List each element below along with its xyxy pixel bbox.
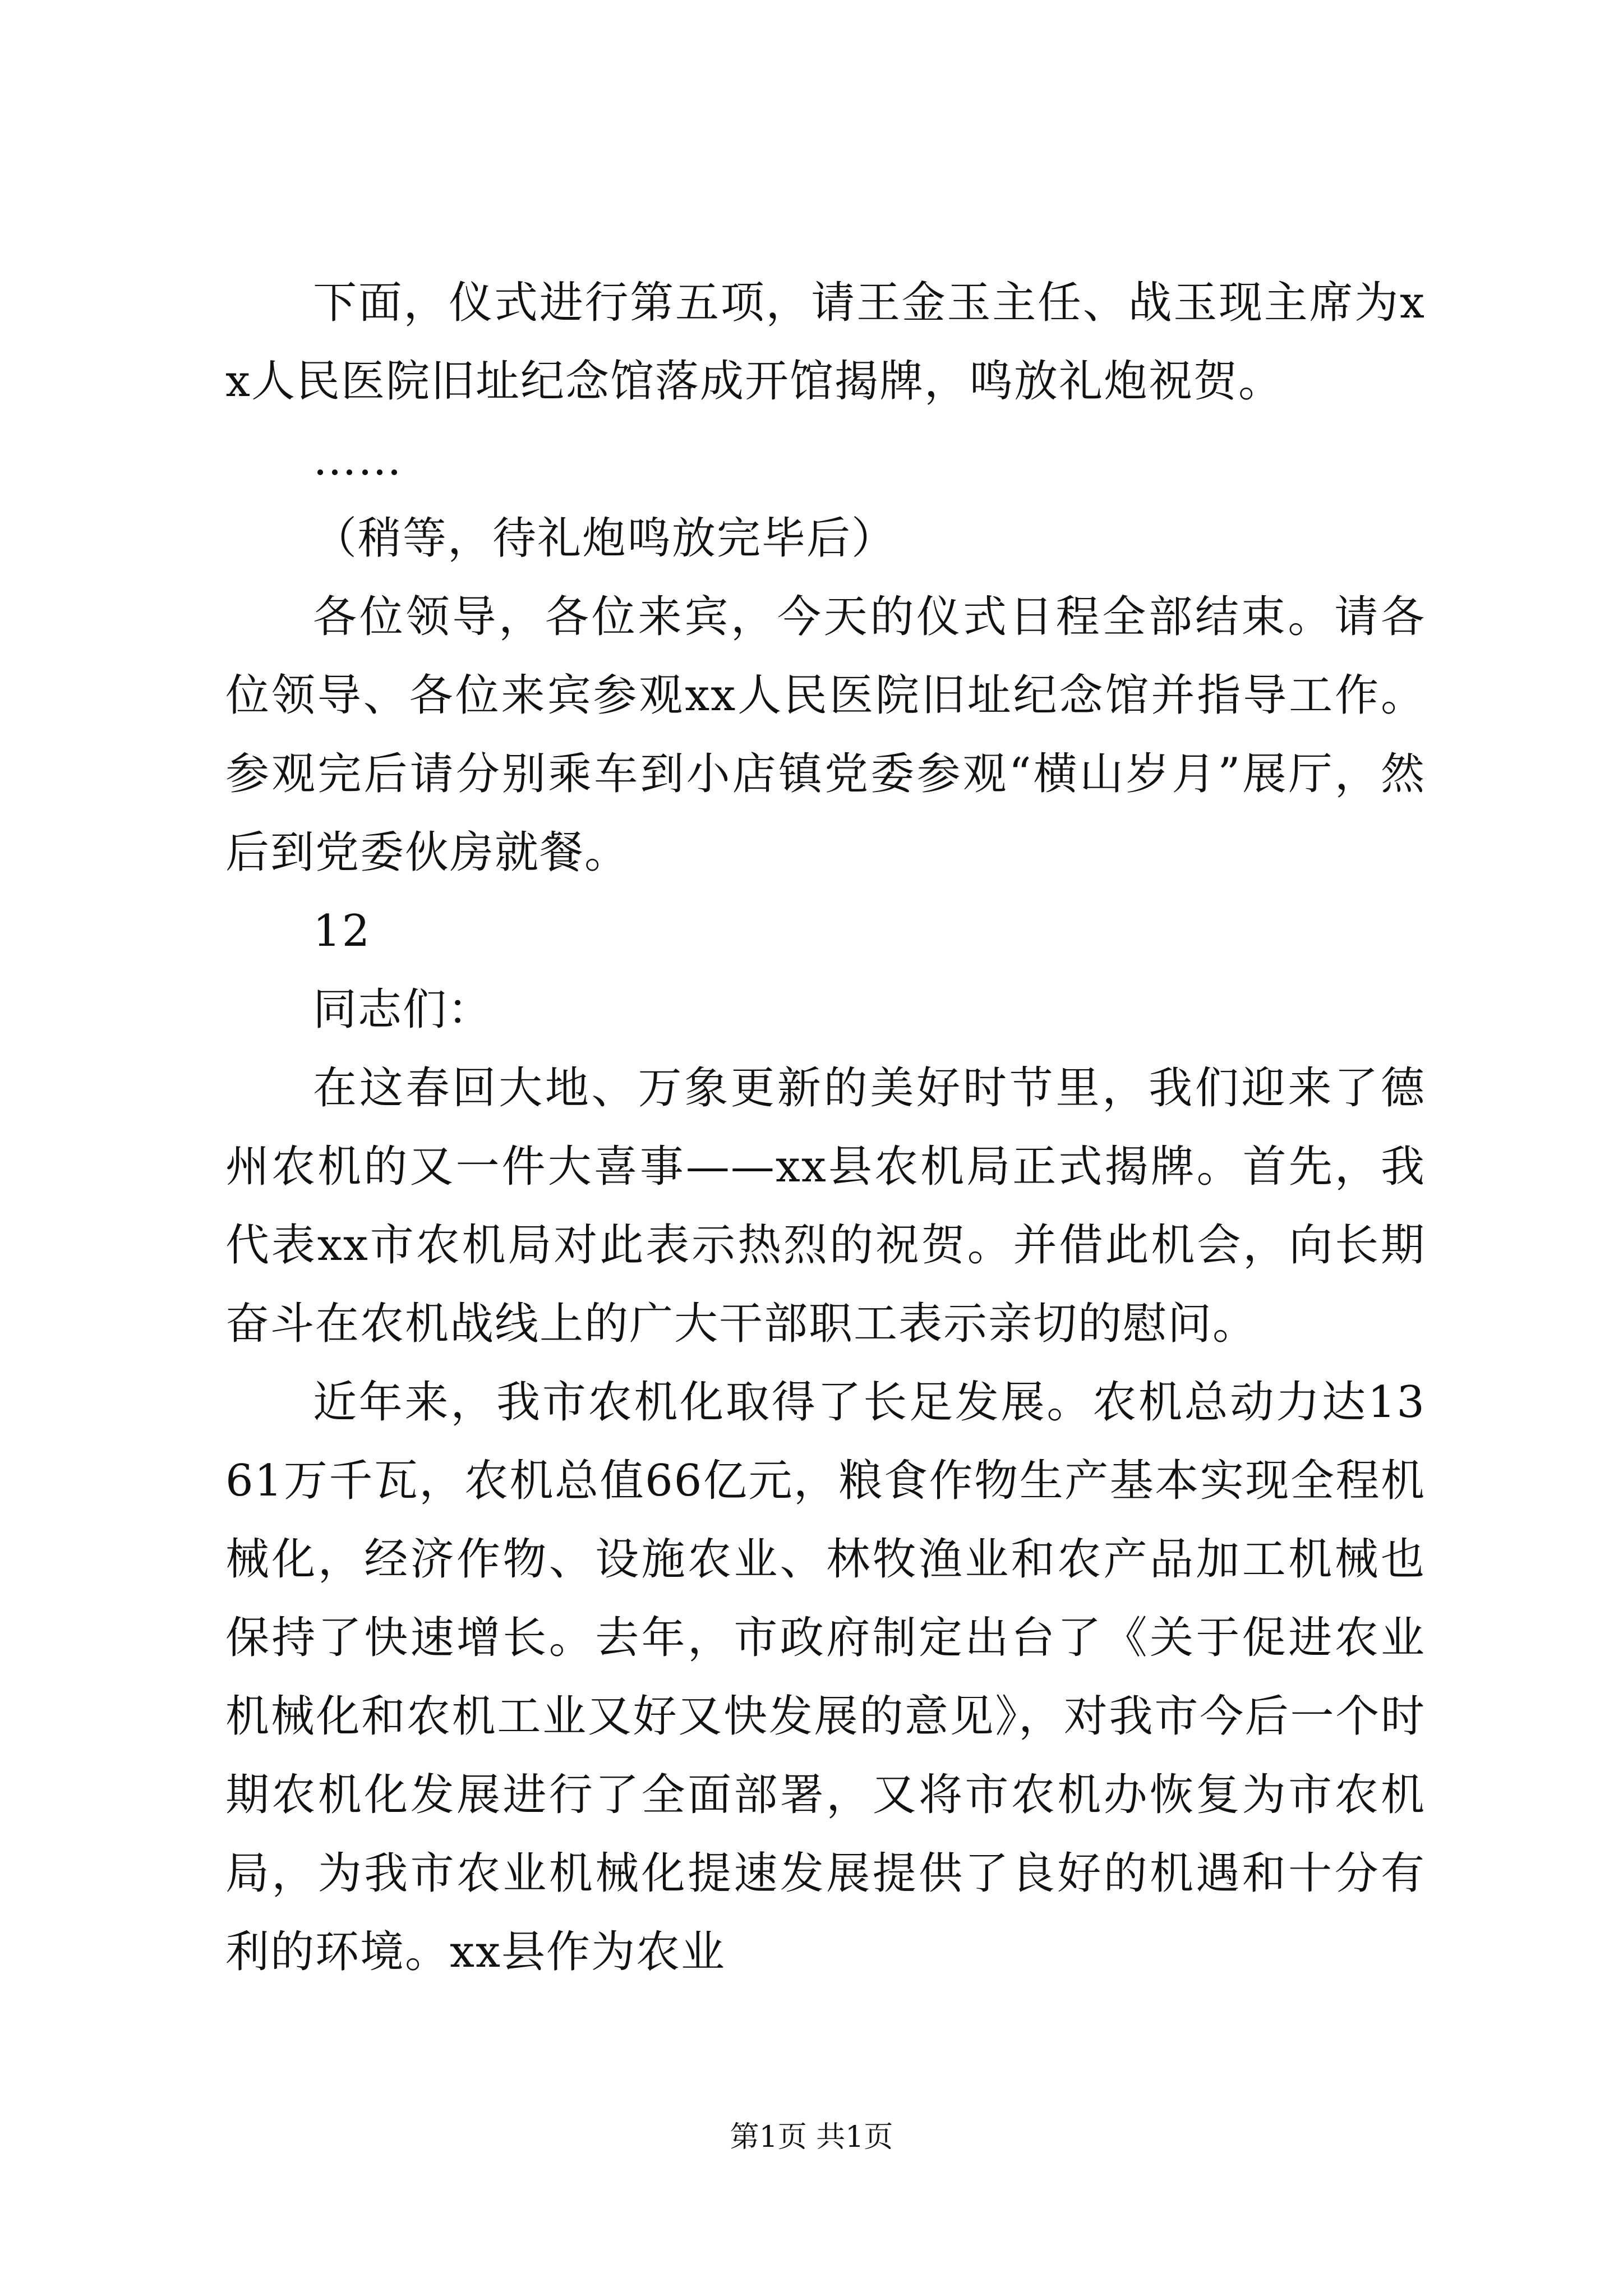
paragraph-development-summary: 近年来，我市农机化取得了长足发展。农机总动力达1361万千瓦，农机总值66亿元，粮食作物生产基本实现全程机械化，经济作物、设施农业、林牧渔业和农产品加工机械也保持了快速增长。去年，市政府制定出台了《关于促进农业机械化和农机工业又好又快发展的意见》，对我市今后一个时期农机化发展进行了全面部署，又将市农机办恢复为市农机局，为我市农业机械化提速发展提供了良好的机遇和十分有利的环境。xx县作为农业 — [225, 1377, 1426, 1977]
page-number-label: 第1页 共1页 — [730, 2120, 893, 2154]
paragraph-ellipsis: …… — [313, 435, 403, 485]
page-footer — [0, 2115, 1623, 2160]
paragraph-closing-remarks: 各位领导，各位来宾，今天的仪式日程全部结束。请各位领导、各位来宾参观xx人民医院旧址纪念馆并指导工作。参观完后请分别乘车到小店镇党委参观“横山岁月”展厅，然后到党委伙房就餐。 — [225, 592, 1426, 878]
paragraph-salutation: 同志们： — [313, 984, 493, 1035]
paragraph-section-number: 12 — [313, 906, 371, 956]
paragraph-ceremony-item-five: 下面，仪式进行第五项，请王金玉主任、战玉现主席为xx人民医院旧址纪念馆落成开馆揭牌，鸣放礼炮祝贺。 — [225, 278, 1426, 407]
paragraph-stage-note: （稍等，待礼炮鸣放完毕后） — [313, 513, 897, 564]
paragraph-congratulations: 在这春回大地、万象更新的美好时节里，我们迎来了德州农机的又一件大喜事——xx县农机局正式揭牌。首先，我代表xx市农机局对此表示热烈的祝贺。并借此机会，向长期奋斗在农机战线上的广大干部职工表示亲切的慰问。 — [225, 1063, 1426, 1349]
document-body — [225, 264, 1426, 1991]
